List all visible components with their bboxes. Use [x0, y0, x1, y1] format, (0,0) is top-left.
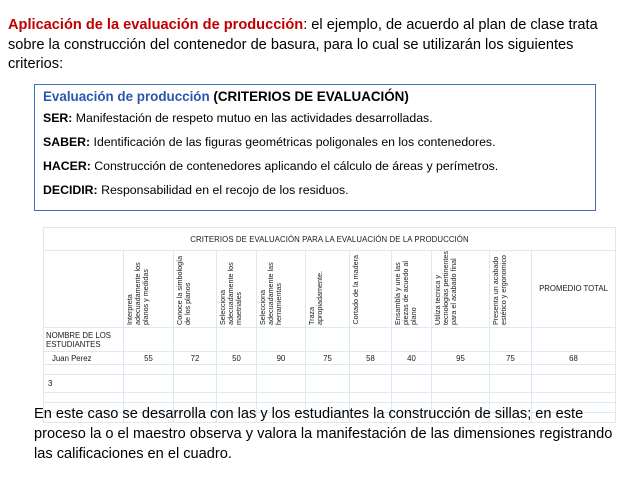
criterion-decidir [43, 182, 587, 198]
evaluation-table [43, 227, 616, 423]
criteria-title-blue: Evaluación de producción [43, 89, 210, 104]
column-header: Selecciona adecuadamente los maetriales [217, 251, 257, 328]
column-header: Selecciona adecuadamente las herramientas [257, 251, 306, 328]
score-cell: 95 [432, 352, 490, 365]
column-header: Presenta un acabado estético y ergonomico [490, 251, 532, 328]
score-cell: 50 [217, 352, 257, 365]
column-header: Interpreta adecuadamente los planos y medidas [124, 251, 174, 328]
criterion-label: HACER: [43, 159, 91, 173]
promedio-header: PROMEDIO TOTAL [532, 251, 616, 328]
score-cell: 75 [306, 352, 350, 365]
column-header: Conoce la simbología de los planos [174, 251, 217, 328]
score-cell: 90 [257, 352, 306, 365]
criterion-text: Identificación de las figuras geométricas poligonales en los contenedores. [90, 135, 496, 149]
criterion-label: DECIDIR: [43, 183, 98, 197]
criterion-label: SABER: [43, 135, 91, 149]
criteria-title [43, 88, 587, 106]
row-marker: 3 [44, 375, 124, 393]
column-header: Cortado de la madera [350, 251, 392, 328]
criterion-label: SER: [43, 111, 73, 125]
criteria-box [34, 84, 596, 211]
criterion-text: Construcción de contenedores aplicando el cálculo de áreas y perímetros. [90, 159, 499, 173]
header-empty-cell [44, 251, 124, 328]
table-caption: CRITERIOS DE EVALUACIÓN PARA LA EVALUACIÓN DE LA PRODUCCIÓN [44, 228, 616, 251]
score-cell: 75 [490, 352, 532, 365]
table-row [44, 352, 616, 365]
score-cell: 55 [124, 352, 174, 365]
student-name: Juan Perez [44, 352, 124, 365]
intro-paragraph [8, 16, 630, 75]
evaluation-table-wrap [43, 227, 615, 399]
criterion-text: Responsabilidad en el recojo de los residuos. [97, 183, 349, 197]
criterion-hacer [43, 158, 587, 174]
column-header: Traza apropiadamente. [306, 251, 350, 328]
promedio-cell: 68 [532, 352, 616, 365]
criterion-saber [43, 134, 587, 150]
criterion-ser [43, 110, 587, 126]
criterion-text: Manifestación de respeto mutuo en las actividades desarrolladas. [72, 111, 433, 125]
score-cell: 72 [174, 352, 217, 365]
column-header: Utiliza tecnica y tecnologias pertinentes para el acabado final [432, 251, 490, 328]
score-cell: 40 [392, 352, 432, 365]
criteria-title-rest: (CRITERIOS DE EVALUACIÓN) [209, 89, 409, 104]
intro-lead: Aplicación de la evaluación de producción [8, 17, 304, 33]
outro-paragraph: En este caso se desarrolla con las y los estudiantes la construcción de sillas; en este proceso la o el maestro observa y valora la manifestación de las dimensiones registrando las calificaciones en el cuadro. [34, 406, 613, 462]
intro-text: : el ejemplo, de acuerdo al plan de clase trata sobre la construcción del contenedor de basura, para lo cual se utilizarán los siguientes criterios: [8, 17, 598, 72]
name-header: NOMBRE DE LOS ESTUDIANTES [44, 328, 124, 352]
score-cell: 58 [350, 352, 392, 365]
column-header: Ensambla y une las piezas de acuedo al plano [392, 251, 432, 328]
